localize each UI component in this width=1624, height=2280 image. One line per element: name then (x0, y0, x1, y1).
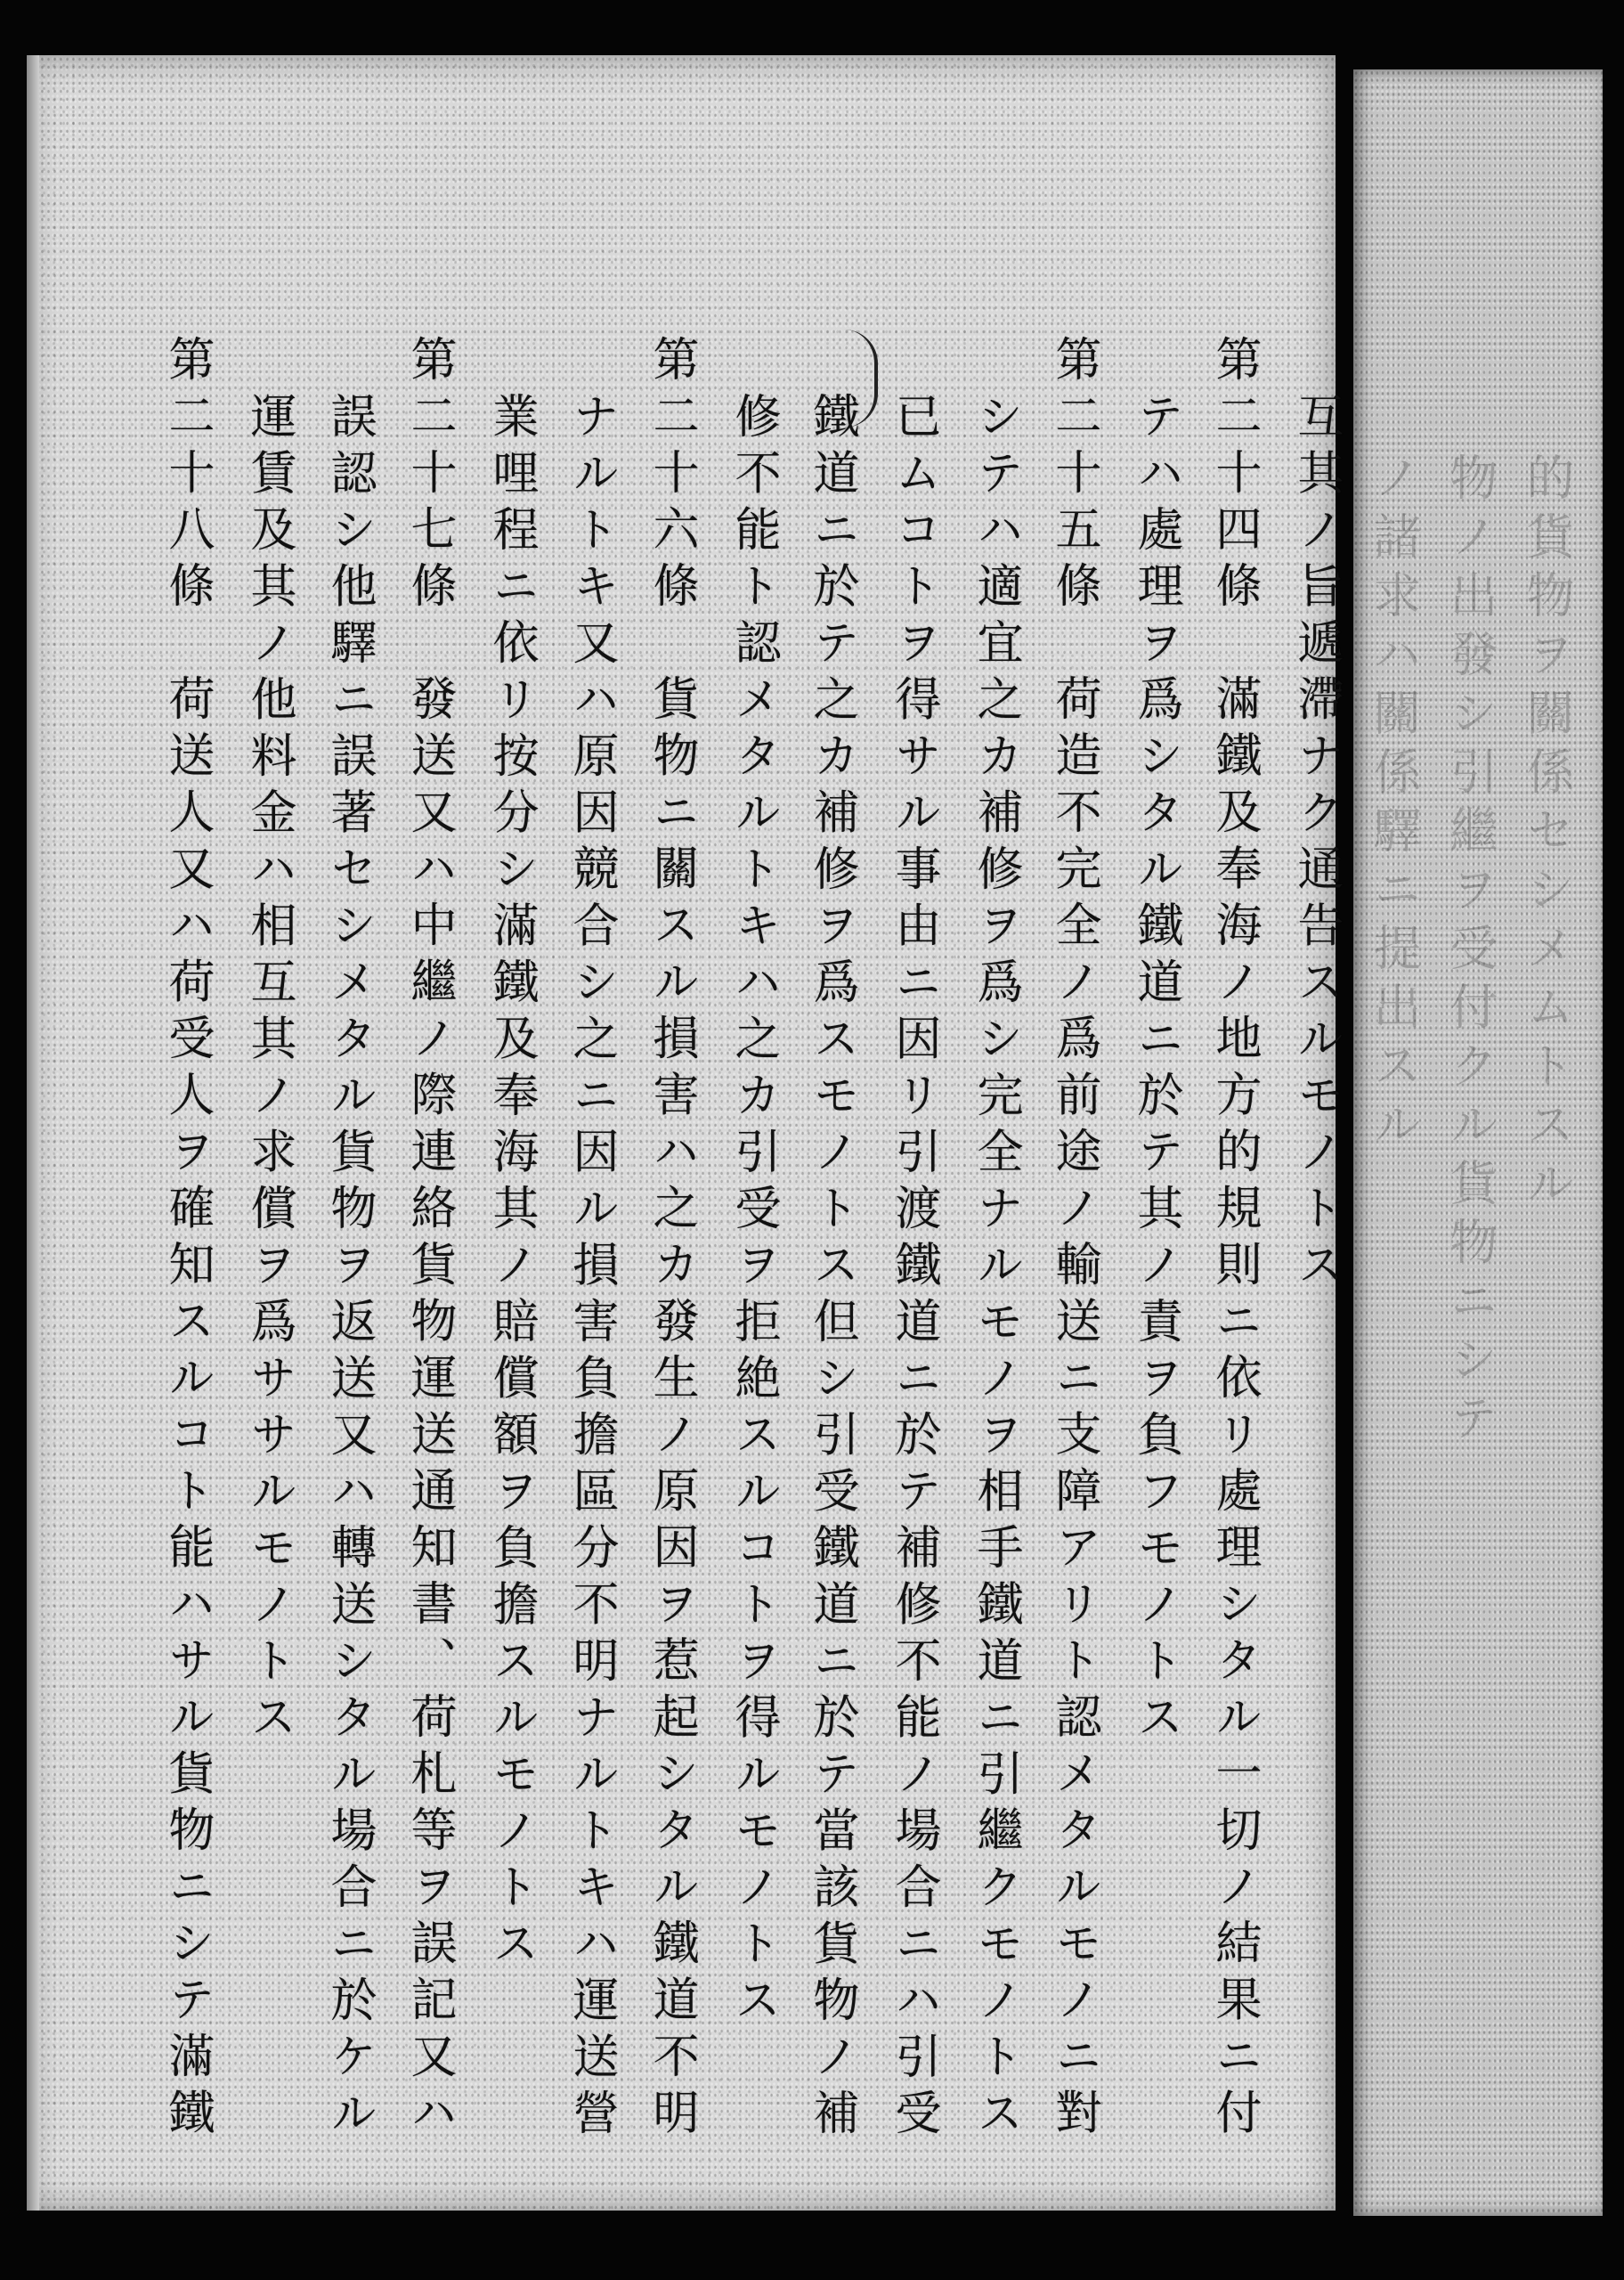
text-column-5: シテハ適宜之カ補修ヲ爲シ完全ナルモノヲ相手鐵道ニ引繼クモノトス (969, 392, 1022, 2146)
text-column-7: 鐵道ニ於テ之カ補修ヲ爲スモノトス但シ引受鐵道ニ於テ當該貨物ノ補 (805, 392, 858, 2146)
text-column-6: 已ムコトヲ得サル事由ニ因リ引渡鐵道ニ於テ補修不能ノ場合ニハ引受 (887, 392, 940, 2146)
text-column-14: 運賃及其ノ他料金ハ相互其ノ求償ヲ爲ササルモノトス (242, 392, 296, 1749)
text-column-11: 業哩程ニ依リ按分シ滿鐵及奉海其ノ賠償額ヲ負擔スルモノトス (484, 392, 538, 1975)
adjacent-page-column: ノ諸求ハ關係驛ニ提出スル (1366, 452, 1422, 1158)
article-28-heading-column: 第二十八條 荷送人又ハ荷受人ヲ確知スルコト能ハサル貨物ニシテ滿鐵 (160, 335, 214, 2145)
article-25-heading-column: 第二十五條 荷造不完全ノ爲前途ノ輸送ニ支障アリト認メタルモノニ對 (1047, 335, 1100, 2145)
text-column-13: 誤認シ他驛ニ誤著セシメタル貨物ヲ返送又ハ轉送シタル場合ニ於ケル (322, 392, 376, 2146)
text-column-10: ナルトキ又ハ原因競合シ之ニ因ル損害負擔區分不明ナルトキハ運送營 (564, 392, 618, 2146)
text-column-3: テハ處理ヲ爲シタル鐵道ニ於テ其ノ責ヲ負フモノトス (1129, 392, 1182, 1749)
adjacent-page-column: 的貨物ヲ關係セシメムトスル (1519, 452, 1575, 1217)
article-24-heading-column: 第二十四條 滿鐵及奉海ノ地方的規則ニ依リ處理シタル一切ノ結果ニ付 (1207, 335, 1261, 2145)
text-column-8: 修不能ト認メタルトキハ之カ引受ヲ拒絶スルコトヲ得ルモノトス (727, 392, 780, 2032)
adjacent-page-column: 物ノ出發シ引繼ヲ受付クル貨物ニシテ (1442, 452, 1498, 1452)
article-26-heading-column: 第二十六條 貨物ニ關スル損害ハ之カ發生ノ原因ヲ惹起シタル鐵道不明 (645, 335, 698, 2145)
text-column-1: 互其ノ旨遞滯ナク通告スルモノトス (1289, 392, 1343, 1297)
article-27-heading-column: 第二十七條 發送又ハ中繼ノ際連絡貨物運送通知書、荷札等ヲ誤記又ハ (402, 335, 456, 2145)
